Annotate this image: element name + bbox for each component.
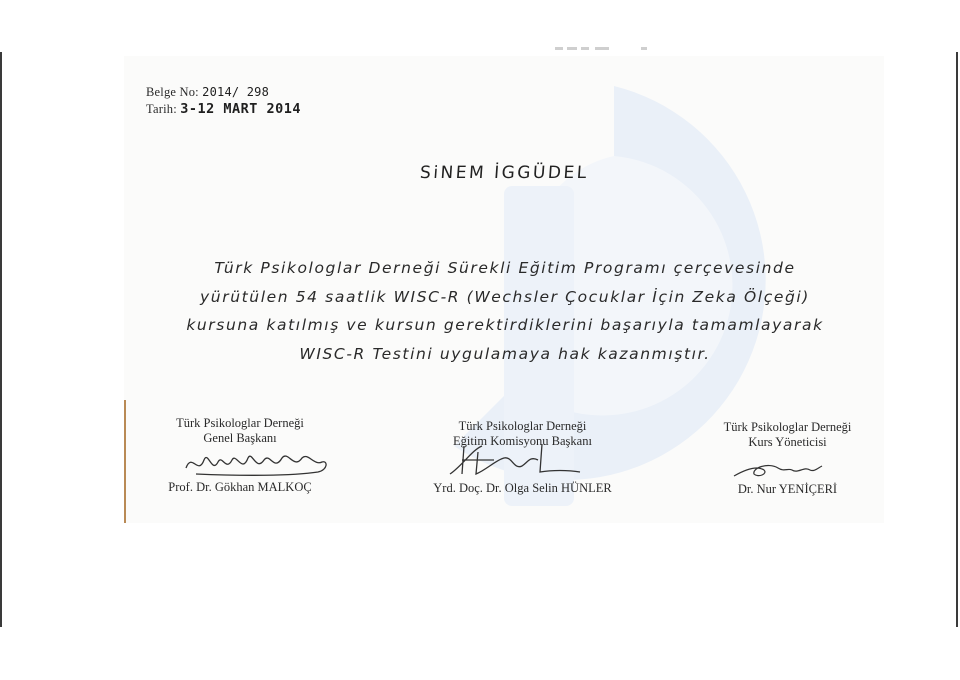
certificate-body — [150, 254, 860, 368]
signatory-org: Türk Psikologlar Derneği — [458, 419, 587, 433]
signatory-role: Genel Başkanı — [203, 431, 277, 445]
paper-edge — [124, 400, 126, 523]
signature-education-committee — [442, 440, 582, 480]
body-line: WISC-R Testini uygulamaya hak kazanmıştır. — [299, 344, 711, 363]
signature-course-director — [728, 458, 828, 482]
viewer-right-border — [956, 52, 958, 627]
signatory-role: Kurs Yöneticisi — [748, 435, 827, 449]
signatory-org: Türk Psikologlar Derneği — [723, 420, 852, 434]
document-date-label: Tarih: — [146, 102, 177, 116]
recipient-name: SiNEM İGGÜDEL — [419, 163, 590, 183]
cropped-header-mark — [555, 46, 655, 52]
document-number-label: Belge No: — [146, 85, 199, 99]
document-number — [146, 85, 269, 100]
viewer-left-border — [0, 52, 2, 627]
document-number-value: 2014/ 298 — [202, 85, 269, 99]
document-date — [146, 101, 301, 117]
signatory-name: Dr. Nur YENİÇERİ — [737, 482, 838, 496]
body-line: kursuna katılmış ve kursun gerektirdiklerini başarıyla tamamlayarak — [186, 316, 824, 334]
signatory-org: Türk Psikologlar Derneği — [176, 416, 304, 430]
body-line: Türk Psikologlar Derneği Sürekli Eğitim Programı çerçevesinde — [214, 259, 796, 277]
signatory-name: Yrd. Doç. Dr. Olga Selin HÜNLER — [433, 481, 612, 495]
body-line: yürütülen 54 saatlik WISC-R (Wechsler Çocuklar İçin Zeka Ölçeği) — [200, 287, 810, 306]
signatory-role: Eğitim Komisyonu Başkanı — [453, 434, 592, 448]
document-date-value: 3-12 MART 2014 — [180, 101, 301, 117]
signature-president — [182, 446, 332, 480]
signatory-name: Prof. Dr. Gökhan MALKOÇ — [168, 480, 312, 494]
signatory-president — [150, 416, 330, 494]
signatory-course-director — [700, 420, 875, 496]
